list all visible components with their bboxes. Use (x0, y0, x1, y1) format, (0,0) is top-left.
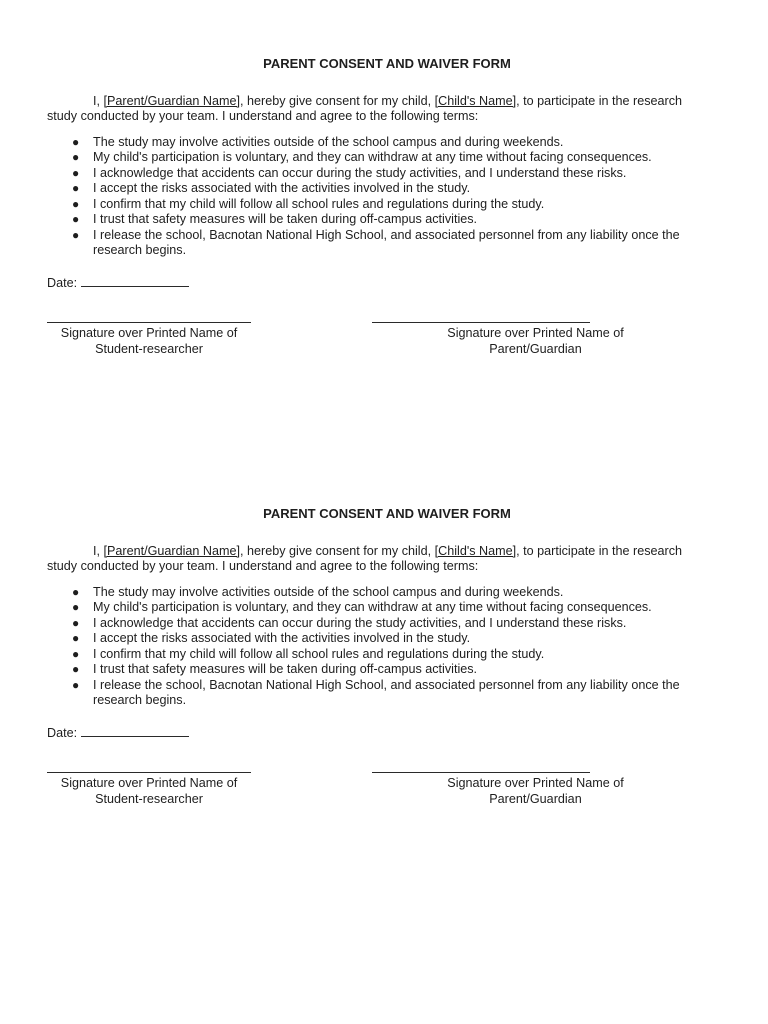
list-item: ● I trust that safety measures will be taken during off-campus activities. (72, 662, 478, 676)
student-signature-line[interactable] (47, 322, 251, 323)
bullet-icon: ● (72, 181, 80, 195)
terms-list (47, 585, 707, 709)
student-signature-caption: Signature over Printed Name of (60, 326, 238, 340)
parent-signature-role: Parent/Guardian (489, 791, 582, 806)
date-label: Date: (47, 725, 78, 740)
form-title: PARENT CONSENT AND WAIVER FORM (263, 506, 511, 521)
bullet-icon: ● (72, 227, 80, 242)
parent-signature-block (372, 772, 699, 807)
list-item: ● The study may involve activities outside of the school campus and during weekends. (72, 134, 564, 149)
intro-paragraph: I, [Parent/Guardian Name], hereby give consent for my child, [Child's Name], to participate in the research study conducted by your team. I understand and agree to the following terms: (47, 93, 683, 123)
terms-list (47, 135, 707, 259)
child-name-placeholder: [Child's Name] (434, 543, 517, 558)
signature-area (47, 772, 707, 832)
parent-name-placeholder: [Parent/Guardian Name] (103, 543, 241, 558)
date-row (47, 275, 707, 292)
student-signature-line[interactable] (47, 772, 251, 773)
bullet-icon: ● (72, 212, 80, 226)
parent-signature-caption: Signature over Printed Name of (447, 326, 624, 340)
intro-paragraph: I, [Parent/Guardian Name], hereby give consent for my child, [Child's Name], to participate in the research study conducted by your team. I understand and agree to the following terms: (47, 543, 683, 573)
bullet-icon: ● (72, 677, 80, 692)
student-signature-caption: Signature over Printed Name of (60, 776, 238, 790)
date-label: Date: (47, 275, 78, 290)
bullet-icon: ● (72, 196, 80, 211)
list-item: ● I accept the risks associated with the activities involved in the study. (72, 181, 471, 195)
student-signature-block (47, 772, 251, 807)
list-item: ● I release the school, Bacnotan National High School, and associated personnel from any liability once the research begins. (72, 227, 680, 257)
bullet-icon: ● (72, 646, 80, 661)
bullet-icon: ● (72, 150, 80, 164)
parent-signature-block (372, 322, 699, 357)
list-item: ● I release the school, Bacnotan National High School, and associated personnel from any liability once the research begins. (72, 677, 680, 707)
student-signature-role: Student-researcher (95, 791, 203, 806)
parent-signature-role: Parent/Guardian (489, 341, 582, 356)
bullet-icon: ● (72, 165, 80, 180)
bullet-icon: ● (72, 584, 80, 599)
parent-signature-line[interactable] (372, 322, 590, 323)
list-item: ● The study may involve activities outside of the school campus and during weekends. (72, 584, 564, 599)
student-signature-role: Student-researcher (95, 341, 203, 356)
date-row (47, 725, 707, 742)
form-title: PARENT CONSENT AND WAIVER FORM (263, 56, 511, 71)
student-signature-block (47, 322, 251, 357)
list-item: ● I acknowledge that accidents can occur during the study activities, and I understand these risks. (72, 165, 627, 180)
signature-area (47, 322, 707, 382)
bullet-icon: ● (72, 631, 80, 645)
bullet-icon: ● (72, 600, 80, 614)
list-item: ● I accept the risks associated with the activities involved in the study. (72, 631, 471, 645)
list-item: ● I acknowledge that accidents can occur during the study activities, and I understand these risks. (72, 615, 627, 630)
date-field-line[interactable] (81, 725, 189, 737)
list-item: ● My child's participation is voluntary, and they can withdraw at any time without facing consequences. (72, 150, 652, 164)
parent-signature-caption: Signature over Printed Name of (447, 776, 624, 790)
date-field-line[interactable] (81, 275, 189, 287)
list-item: ● I confirm that my child will follow all school rules and regulations during the study. (72, 196, 545, 211)
parent-signature-line[interactable] (372, 772, 590, 773)
bullet-icon: ● (72, 662, 80, 676)
parent-name-placeholder: [Parent/Guardian Name] (103, 93, 241, 108)
list-item: ● I trust that safety measures will be taken during off-campus activities. (72, 212, 478, 226)
list-item: ● My child's participation is voluntary, and they can withdraw at any time without facing consequences. (72, 600, 652, 614)
consent-form-2 (47, 506, 707, 832)
bullet-icon: ● (72, 134, 80, 149)
child-name-placeholder: [Child's Name] (434, 93, 517, 108)
bullet-icon: ● (72, 615, 80, 630)
consent-form-1 (47, 56, 707, 382)
list-item: ● I confirm that my child will follow all school rules and regulations during the study. (72, 646, 545, 661)
